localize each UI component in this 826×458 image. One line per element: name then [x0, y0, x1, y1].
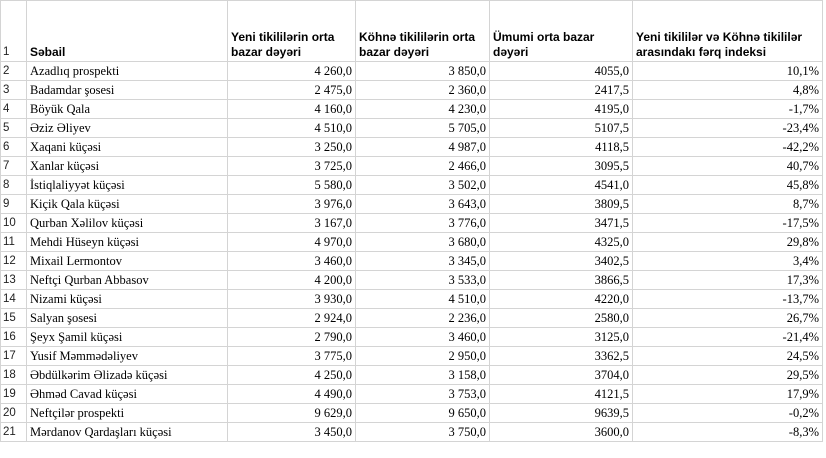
- row-number[interactable]: 4: [1, 100, 27, 119]
- table-row: [1, 157, 823, 176]
- new-price-cell[interactable]: 3 976,0: [228, 195, 356, 214]
- table-row: [1, 176, 823, 195]
- difference-index-cell[interactable]: 45,8%: [633, 176, 823, 195]
- difference-index-cell[interactable]: 17,9%: [633, 385, 823, 404]
- old-price-cell[interactable]: 3 533,0: [356, 271, 490, 290]
- total-price-cell[interactable]: 3362,5: [490, 347, 633, 366]
- difference-index-cell[interactable]: 8,7%: [633, 195, 823, 214]
- row-number[interactable]: 15: [1, 309, 27, 328]
- row-number[interactable]: 1: [1, 1, 27, 62]
- street-name-cell[interactable]: Neftçilər prospekti: [27, 404, 228, 423]
- table-row: [1, 62, 823, 81]
- new-price-cell[interactable]: 2 924,0: [228, 309, 356, 328]
- row-number[interactable]: 7: [1, 157, 27, 176]
- total-price-cell[interactable]: 3704,0: [490, 366, 633, 385]
- street-name-cell[interactable]: Xanlar küçəsi: [27, 157, 228, 176]
- header-total-price[interactable]: Ümumi orta bazar dəyəri: [490, 1, 633, 62]
- row-number[interactable]: 6: [1, 138, 27, 157]
- new-price-cell[interactable]: 4 160,0: [228, 100, 356, 119]
- street-name-cell[interactable]: Mehdi Hüseyn küçəsi: [27, 233, 228, 252]
- row-number[interactable]: 16: [1, 328, 27, 347]
- difference-index-cell[interactable]: 10,1%: [633, 62, 823, 81]
- table-row: [1, 404, 823, 423]
- total-price-cell[interactable]: 2417,5: [490, 81, 633, 100]
- row-number[interactable]: 2: [1, 62, 27, 81]
- difference-index-cell[interactable]: -13,7%: [633, 290, 823, 309]
- difference-index-cell[interactable]: -42,2%: [633, 138, 823, 157]
- new-price-cell[interactable]: 3 775,0: [228, 347, 356, 366]
- difference-index-cell[interactable]: -21,4%: [633, 328, 823, 347]
- table-row: [1, 423, 823, 442]
- difference-index-cell[interactable]: 40,7%: [633, 157, 823, 176]
- total-price-cell[interactable]: 3866,5: [490, 271, 633, 290]
- total-price-cell[interactable]: 3125,0: [490, 328, 633, 347]
- total-price-cell[interactable]: 2580,0: [490, 309, 633, 328]
- difference-index-cell[interactable]: -23,4%: [633, 119, 823, 138]
- difference-index-cell[interactable]: -8,3%: [633, 423, 823, 442]
- row-number[interactable]: 5: [1, 119, 27, 138]
- old-price-cell[interactable]: 3 680,0: [356, 233, 490, 252]
- total-price-cell[interactable]: 4220,0: [490, 290, 633, 309]
- street-name-cell[interactable]: Mərdanov Qardaşları küçəsi: [27, 423, 228, 442]
- row-number[interactable]: 21: [1, 423, 27, 442]
- total-price-cell[interactable]: 3809,5: [490, 195, 633, 214]
- street-name-cell[interactable]: Xaqani küçəsi: [27, 138, 228, 157]
- row-number[interactable]: 18: [1, 366, 27, 385]
- old-price-cell[interactable]: 3 776,0: [356, 214, 490, 233]
- table-row: [1, 347, 823, 366]
- table-row: [1, 119, 823, 138]
- new-price-cell[interactable]: 3 250,0: [228, 138, 356, 157]
- new-price-cell[interactable]: 4 970,0: [228, 233, 356, 252]
- old-price-cell[interactable]: 2 236,0: [356, 309, 490, 328]
- old-price-cell[interactable]: 4 987,0: [356, 138, 490, 157]
- new-price-cell[interactable]: 4 250,0: [228, 366, 356, 385]
- old-price-cell[interactable]: 3 643,0: [356, 195, 490, 214]
- row-number[interactable]: 8: [1, 176, 27, 195]
- row-number[interactable]: 10: [1, 214, 27, 233]
- table-row: [1, 252, 823, 271]
- total-price-cell[interactable]: 4121,5: [490, 385, 633, 404]
- old-price-cell[interactable]: 2 466,0: [356, 157, 490, 176]
- difference-index-cell[interactable]: 3,4%: [633, 252, 823, 271]
- table-row: [1, 290, 823, 309]
- total-price-cell[interactable]: 4541,0: [490, 176, 633, 195]
- new-price-cell[interactable]: 4 200,0: [228, 271, 356, 290]
- row-number[interactable]: 11: [1, 233, 27, 252]
- header-district[interactable]: Səbail: [27, 1, 228, 62]
- total-price-cell[interactable]: 5107,5: [490, 119, 633, 138]
- street-name-cell[interactable]: Mixail Lermontov: [27, 252, 228, 271]
- new-price-cell[interactable]: 3 930,0: [228, 290, 356, 309]
- street-name-cell[interactable]: Əhməd Cavad küçəsi: [27, 385, 228, 404]
- total-price-cell[interactable]: 3402,5: [490, 252, 633, 271]
- new-price-cell[interactable]: 4 490,0: [228, 385, 356, 404]
- street-name-cell[interactable]: Neftçi Qurban Abbasov: [27, 271, 228, 290]
- header-difference-index[interactable]: Yeni tikililər və Köhnə tikililər arasındakı fərq indeksi: [633, 1, 823, 62]
- table-row: [1, 138, 823, 157]
- difference-index-cell[interactable]: 29,8%: [633, 233, 823, 252]
- header-new-buildings-price[interactable]: Yeni tikililərin orta bazar dəyəri: [228, 1, 356, 62]
- total-price-cell[interactable]: 4055,0: [490, 62, 633, 81]
- difference-index-cell[interactable]: 24,5%: [633, 347, 823, 366]
- old-price-cell[interactable]: 9 650,0: [356, 404, 490, 423]
- street-name-cell[interactable]: Böyük Qala: [27, 100, 228, 119]
- row-number[interactable]: 17: [1, 347, 27, 366]
- row-number[interactable]: 20: [1, 404, 27, 423]
- new-price-cell[interactable]: 3 450,0: [228, 423, 356, 442]
- new-price-cell[interactable]: 9 629,0: [228, 404, 356, 423]
- row-number[interactable]: 14: [1, 290, 27, 309]
- new-price-cell[interactable]: 4 510,0: [228, 119, 356, 138]
- table-row: [1, 100, 823, 119]
- difference-index-cell[interactable]: -17,5%: [633, 214, 823, 233]
- table-row: [1, 233, 823, 252]
- total-price-cell[interactable]: 3471,5: [490, 214, 633, 233]
- total-price-cell[interactable]: 4325,0: [490, 233, 633, 252]
- table-row: [1, 309, 823, 328]
- header-row: [1, 1, 823, 62]
- old-price-cell[interactable]: 5 705,0: [356, 119, 490, 138]
- header-old-buildings-price[interactable]: Köhnə tikililərin orta bazar dəyəri: [356, 1, 490, 62]
- total-price-cell[interactable]: 3095,5: [490, 157, 633, 176]
- table-row: [1, 385, 823, 404]
- total-price-cell[interactable]: 9639,5: [490, 404, 633, 423]
- street-name-cell[interactable]: Azadlıq prospekti: [27, 62, 228, 81]
- street-name-cell[interactable]: Yusif Məmmədəliyev: [27, 347, 228, 366]
- table-row: [1, 195, 823, 214]
- table-row: [1, 328, 823, 347]
- difference-index-cell[interactable]: -1,7%: [633, 100, 823, 119]
- old-price-cell[interactable]: 2 950,0: [356, 347, 490, 366]
- row-number[interactable]: 12: [1, 252, 27, 271]
- old-price-cell[interactable]: 3 753,0: [356, 385, 490, 404]
- new-price-cell[interactable]: 3 167,0: [228, 214, 356, 233]
- new-price-cell[interactable]: 3 725,0: [228, 157, 356, 176]
- street-name-cell[interactable]: Şeyx Şamil küçəsi: [27, 328, 228, 347]
- row-number[interactable]: 13: [1, 271, 27, 290]
- difference-index-cell[interactable]: 26,7%: [633, 309, 823, 328]
- table-row: [1, 271, 823, 290]
- table-row: [1, 81, 823, 100]
- table-row: [1, 366, 823, 385]
- street-name-cell[interactable]: Nizami küçəsi: [27, 290, 228, 309]
- street-name-cell[interactable]: Əbdülkərim Əlizadə küçəsi: [27, 366, 228, 385]
- total-price-cell[interactable]: 4118,5: [490, 138, 633, 157]
- street-name-cell[interactable]: Kiçik Qala küçəsi: [27, 195, 228, 214]
- difference-index-cell[interactable]: -0,2%: [633, 404, 823, 423]
- new-price-cell[interactable]: 2 790,0: [228, 328, 356, 347]
- old-price-cell[interactable]: 3 750,0: [356, 423, 490, 442]
- old-price-cell[interactable]: 3 502,0: [356, 176, 490, 195]
- row-number[interactable]: 3: [1, 81, 27, 100]
- street-name-cell[interactable]: Badamdar şosesi: [27, 81, 228, 100]
- row-number[interactable]: 19: [1, 385, 27, 404]
- street-name-cell[interactable]: İstiqlaliyyət küçəsi: [27, 176, 228, 195]
- new-price-cell[interactable]: 2 475,0: [228, 81, 356, 100]
- difference-index-cell[interactable]: 29,5%: [633, 366, 823, 385]
- street-name-cell[interactable]: Qurban Xəlilov küçəsi: [27, 214, 228, 233]
- old-price-cell[interactable]: 3 460,0: [356, 328, 490, 347]
- old-price-cell[interactable]: 3 158,0: [356, 366, 490, 385]
- old-price-cell[interactable]: 3 850,0: [356, 62, 490, 81]
- street-name-cell[interactable]: Salyan şosesi: [27, 309, 228, 328]
- total-price-cell[interactable]: 4195,0: [490, 100, 633, 119]
- row-number[interactable]: 9: [1, 195, 27, 214]
- old-price-cell[interactable]: 4 510,0: [356, 290, 490, 309]
- old-price-cell[interactable]: 3 345,0: [356, 252, 490, 271]
- street-name-cell[interactable]: Əziz Əliyev: [27, 119, 228, 138]
- table-row: [1, 214, 823, 233]
- difference-index-cell[interactable]: 17,3%: [633, 271, 823, 290]
- old-price-cell[interactable]: 2 360,0: [356, 81, 490, 100]
- new-price-cell[interactable]: 3 460,0: [228, 252, 356, 271]
- new-price-cell[interactable]: 5 580,0: [228, 176, 356, 195]
- difference-index-cell[interactable]: 4,8%: [633, 81, 823, 100]
- total-price-cell[interactable]: 3600,0: [490, 423, 633, 442]
- old-price-cell[interactable]: 4 230,0: [356, 100, 490, 119]
- new-price-cell[interactable]: 4 260,0: [228, 62, 356, 81]
